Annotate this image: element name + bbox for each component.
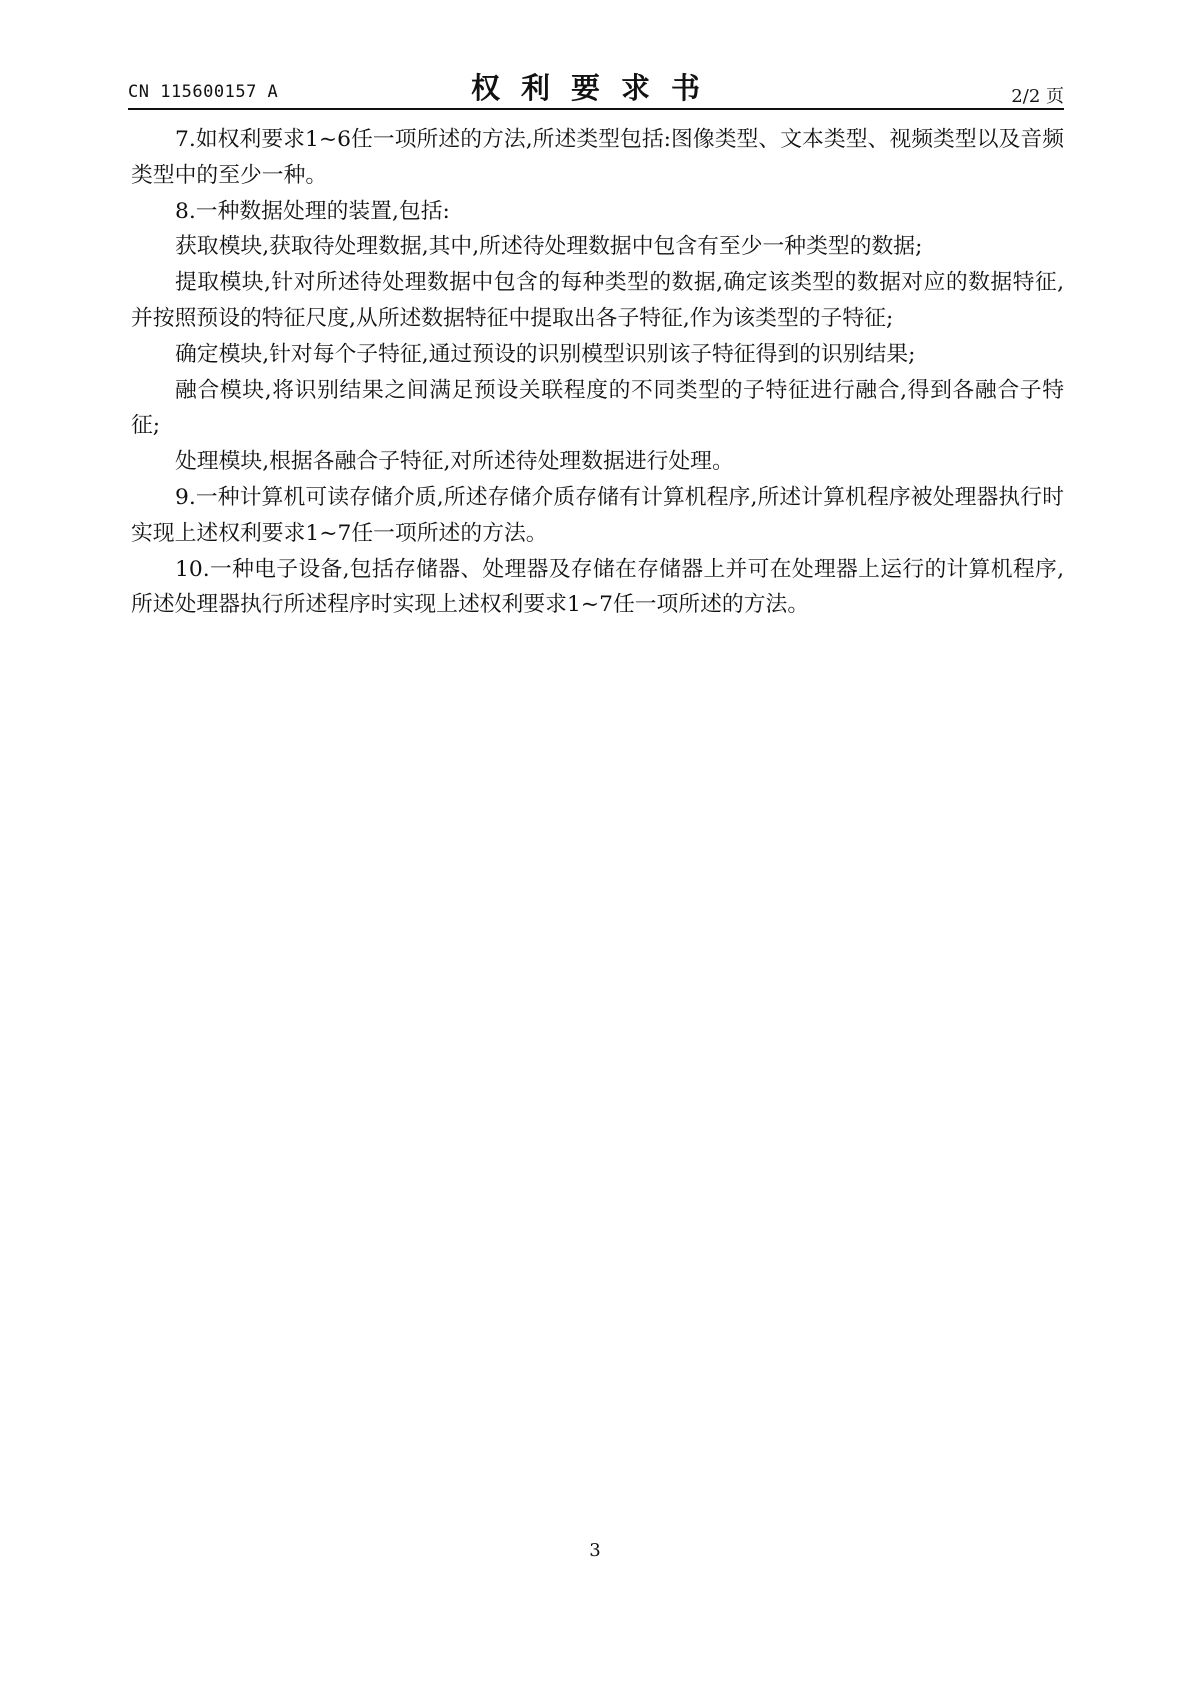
page-count: 2/2 页: [1011, 86, 1064, 107]
claim-7-paragraph: 7.如权利要求1~6任一项所述的方法,所述类型包括:图像类型、文本类型、视频类型以及音频类型中的至少一种。: [131, 127, 1064, 188]
claim-10-paragraph: 10.一种电子设备,包括存储器、处理器及存储在存储器上并可在处理器上运行的计算机程序,所述处理器执行所述程序时实现上述权利要求1~7任一项所述的方法。: [131, 556, 1064, 618]
page-number: 3: [589, 1540, 601, 1561]
page-header: [128, 60, 1064, 106]
claims-body: [131, 122, 1064, 623]
extraction-module-paragraph: 提取模块,针对所述待处理数据中包含的每种类型的数据,确定该类型的数据对应的数据特征,并按照预设的特征尺度,从所述数据特征中提取出各子特征,作为该类型的子特征;: [131, 270, 1064, 331]
document-title: 权利要求书: [470, 71, 721, 105]
fusion-module-paragraph: 融合模块,将识别结果之间满足预设关联程度的不同类型的子特征进行融合,得到各融合子特征;: [131, 377, 1064, 439]
processing-module-paragraph: 处理模块,根据各融合子特征,对所述待处理数据进行处理。: [175, 449, 734, 475]
claim-8-paragraph: 8.一种数据处理的装置,包括:: [175, 198, 450, 224]
acquisition-module-paragraph: 获取模块,获取待处理数据,其中,所述待处理数据中包含有至少一种类型的数据;: [175, 234, 923, 260]
determination-module-paragraph: 确定模块,针对每个子特征,通过预设的识别模型识别该子特征得到的识别结果;: [175, 341, 916, 367]
header-divider: [128, 108, 1064, 110]
publication-number: CN 115600157 A: [128, 82, 279, 102]
claim-9-paragraph: 9.一种计算机可读存储介质,所述存储介质存储有计算机程序,所述计算机程序被处理器执行时实现上述权利要求1~7任一项所述的方法。: [131, 484, 1064, 546]
